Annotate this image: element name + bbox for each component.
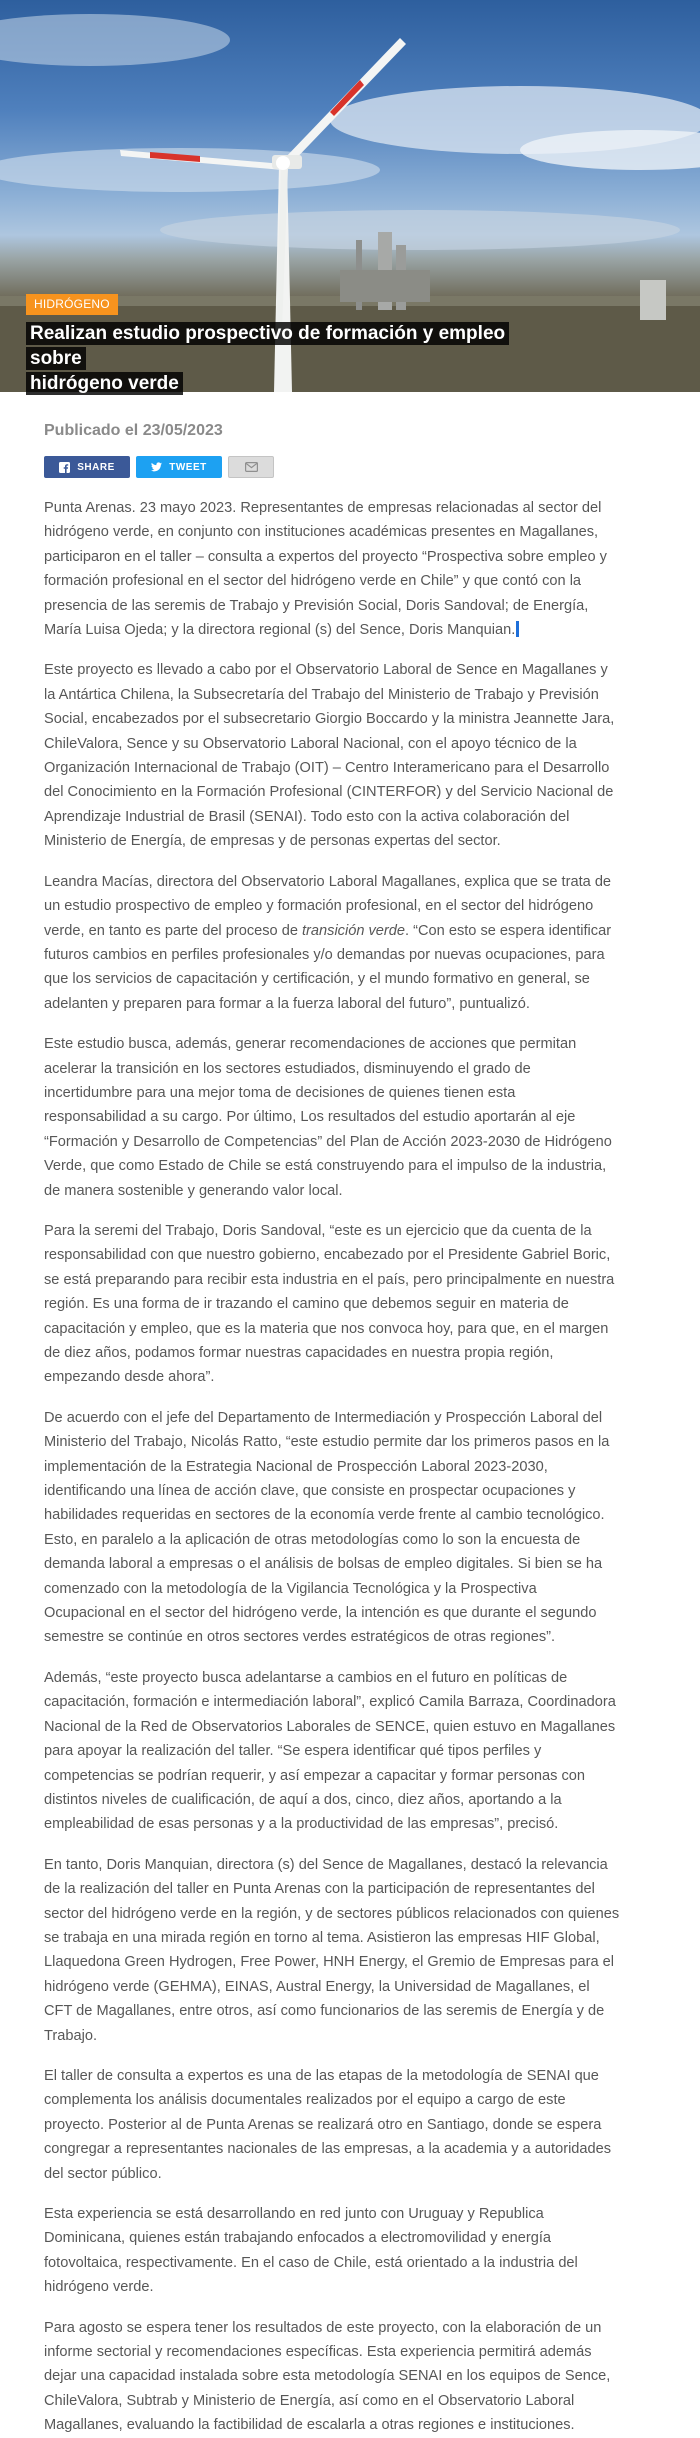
twitter-icon xyxy=(151,462,162,472)
email-share-button[interactable] xyxy=(228,456,274,478)
paragraph-3-italic: transición verde xyxy=(302,922,406,939)
article-title xyxy=(26,321,546,396)
envelope-icon xyxy=(245,462,258,472)
paragraph-1 xyxy=(44,496,620,642)
paragraph-5: Para la seremi del Trabajo, Doris Sandoval, “este es un ejercicio que da cuenta de la responsabilidad con que nuestro gobierno, encabezado por el Presidente Gabriel Boric, se está preparando para recibir esta industria en el país, pero principalmente en nuestra región. Es una forma de ir trazando el camino que debemos seguir en materia de capacitación y empleo, que es la materia que nos convoca hoy, para que, en el margen de diez años, podamos formar nuestras capacidades en nuestra propia región, empezando desde ahora”. xyxy=(44,1222,615,1386)
article-title-line-2: hidrógeno verde xyxy=(26,372,183,395)
category-tag[interactable]: HIDRÓGENO xyxy=(26,294,118,315)
paragraph-8: En tanto, Doris Manquian, directora (s) del Sence de Magallanes, destacó la relevancia de la realización del taller en Punta Arenas con la participación de representantes del sector del hidrógeno verde en la región, y de sectores públicos relacionados con quienes se trabaja en una mirada región en torno al tema. Asistieron las empresas HIF Global, Llaquedona Green Hydrogen, Free Power, HNH Energy, el Gremio de Empresas para el hidrógeno verde (GEHMA), EINAS, Austral Energy, la Universidad de Magallanes, el CFT de Magallanes, entre otros, así como funcionarios de las seremis de Energía y de Trabajo. xyxy=(44,1856,620,2044)
paragraph-7: Además, “este proyecto busca adelantarse a cambios en el futuro en políticas de capacitación, formación e intermediación laboral”, explicó Camila Barraza, Coordinadora Nacional de la Red de Observatorios Laborales de SENCE, quien estuvo en Magallanes para apoyar la realización del taller. “Se espera identificar qué tipos perfiles y competencias se podrían requerir, y así empezar a capacitar y formar personas con distintos niveles de cualificación, de aquí a dos, cinco, diez años, aportando a la empleabilidad de esas personas y a la productividad de las empresas”, precisó. xyxy=(44,1669,616,1833)
paragraph-3-text-a: Leandra Macías, directora del Observatorio Laboral Magallanes, explica que se trata de un estudio prospectivo de empleo y formación profesional, en el sector del hidrógeno verde, en tanto es parte del proceso de xyxy=(44,873,612,939)
facebook-share-button[interactable] xyxy=(44,456,130,478)
share-bar xyxy=(44,456,620,478)
twitter-share-button[interactable] xyxy=(136,456,222,478)
text-cursor xyxy=(516,621,519,637)
twitter-share-label: TWEET xyxy=(169,461,207,473)
paragraph-11: Para agosto se espera tener los resultados de este proyecto, con la elaboración de un informe sectorial y recomendaciones específicas. Esta experiencia permitirá además dejar una capacidad instalada sobre esta metodología SENAI en los equipos de Sence, ChileValora, Subtrab y Ministerio de Energía, así como en el Observatorio Laboral Magallanes, evaluando la factibilidad de escalarla a otras regiones e instituciones. xyxy=(44,2319,611,2434)
hero-banner xyxy=(0,0,700,392)
paragraph-1-text: Punta Arenas. 23 mayo 2023. Representantes de empresas relacionadas al sector del hidrógeno verde, en conjunto con instituciones académicas presentes en Magallanes, participaron en el taller – consulta a expertos del proyecto “Prospectiva sobre empleo y formación profesional en el sector del hidrógeno verde en Chile” y que contó con la presencia de las seremis de Trabajo y Previsión Social, Doris Sandoval; de Energía, María Luisa Ojeda; y la directora regional (s) del Sence, Doris Manquian. xyxy=(44,500,607,639)
paragraph-4: Este estudio busca, además, generar recomendaciones de acciones que permitan acelerar la transición en los sectores estudiados, disminuyendo el grado de incertidumbre para una mejor toma de decisiones de quienes tienen esta responsabilidad a su cargo. Por último, Los resultados del estudio aportarán al eje “Formación y Desarrollo de Competencias” del Plan de Acción 2023-2030 de Hidrógeno Verde, que como Estado de Chile se está construyendo para el impulso de la industria, de manera sostenible y generando valor local. xyxy=(44,1036,612,1199)
paragraph-6: De acuerdo con el jefe del Departamento de Intermediación y Prospección Laboral del Ministerio del Trabajo, Nicolás Ratto, “este estudio permite dar los primeros pasos en la implementación de la Estrategia Nacional de Prospección Laboral 2023-2030, identificando una línea de acción clave, que consiste en prospectar ocupaciones y habilidades requeridas en sectores de la economía verde frente al cambio tecnológico. Esto, en paralelo a la aplicación de otras metodologías como lo son la encuesta de demanda laboral a empresas o el análisis de bolsas de empleo digitales. Si bien se ha comenzado con la metodología de la Vigilancia Tecnológica y la Prospectiva Ocupacional en el sector del hidrógeno verde, la intención es que durante el segundo semestre se continúe en otros sectores verdes estratégicos de otras regiones”. xyxy=(44,1409,610,1646)
paragraph-3-text-b: . “Con esto se espera identificar futuros cambios en perfiles profesionales y/o demandas por nuevas ocupaciones, para que los servicios de capacitación y certificación, y el mundo formativo en general, se adelanten y preparen para formar a la fuerza laboral del futuro”, puntualizó. xyxy=(44,922,612,1012)
article-title-line-1: Realizan estudio prospectivo de formación y empleo sobre xyxy=(26,322,509,370)
facebook-share-label: SHARE xyxy=(77,461,115,473)
paragraph-2: Este proyecto es llevado a cabo por el Observatorio Laboral de Sence en Magallanes y la Antártica Chilena, la Subsecretaría del Trabajo del Ministerio de Trabajo y Previsión Social, encabezados por el subsecretario Giorgio Boccardo y la ministra Jeannette Jara, ChileValora, Sence y su Observatorio Laboral Nacional, con el apoyo técnico de la Organización Internacional de Trabajo (OIT) – Centro Interamericano para el Desarrollo del Conocimiento en la Formación Profesional (CINTERFOR) y del Servicio Nacional de Aprendizaje Industrial de Brasil (SENAI). Todo esto con la activa colaboración del Ministerio de Energía, de empresas y de personas expertas del sector. xyxy=(44,662,615,850)
paragraph-10: Esta experiencia se está desarrollando en red junto con Uruguay y Republica Dominicana, quienes están trabajando enfocados a electromovilidad y energía fotovoltaica, respectivamente. En el caso de Chile, está orientado a la industria del hidrógeno verde. xyxy=(44,2206,578,2296)
article-body xyxy=(0,392,700,2438)
paragraph-3 xyxy=(44,870,620,1016)
article-content xyxy=(44,496,620,2438)
facebook-icon xyxy=(59,462,70,473)
published-date: Publicado el 23/05/2023 xyxy=(44,422,223,439)
paragraph-9: El taller de consulta a expertos es una de las etapas de la metodología de SENAI que complementa los análisis documentales realizados por el equipo a cargo de este proyecto. Posterior al de Punta Arenas se realizará otro en Santiago, donde se espera congregar a representantes nacionales de las empresas, a la academia y a autoridades del sector público. xyxy=(44,2067,612,2182)
